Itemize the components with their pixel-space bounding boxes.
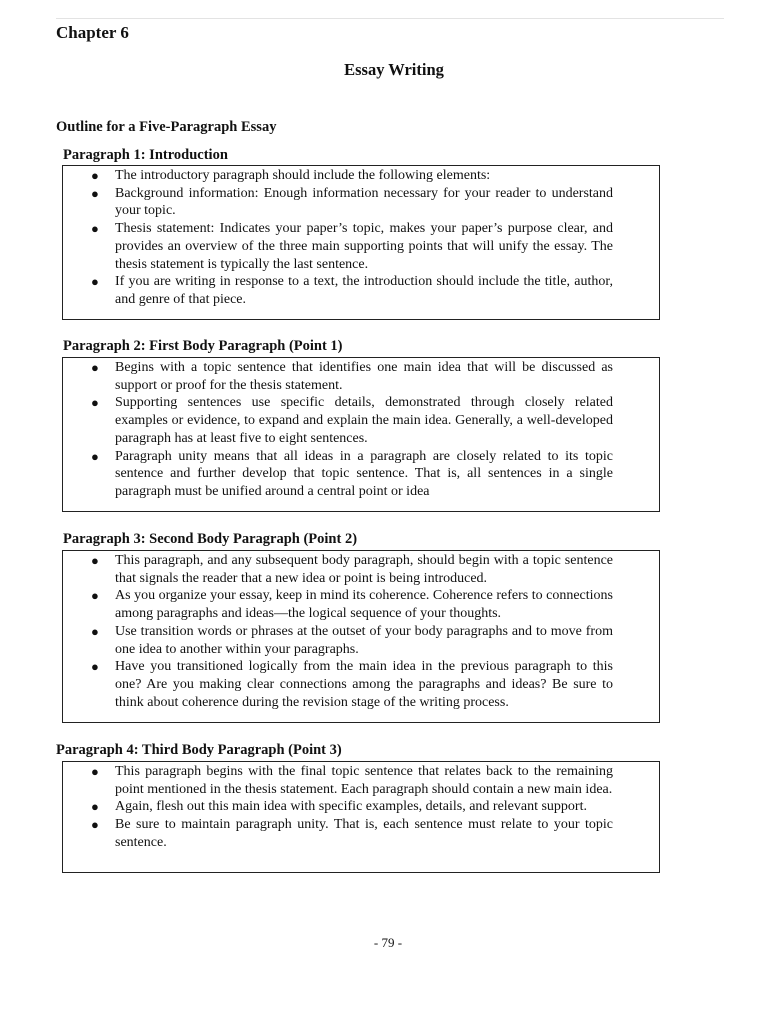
page-number: - 79 - — [373, 935, 403, 950]
list-item-text: Supporting sentences use specific details, demonstrated through closely related examples or evidence, to expand and explain the main idea. Generally, a well-developed paragraph has at least five to eight sentences. — [115, 395, 613, 446]
bullet-icon: ● — [91, 395, 99, 411]
bullet-icon: ● — [91, 448, 99, 464]
list-item — [63, 552, 659, 587]
list-item — [63, 185, 659, 220]
list-item-text: The introductory paragraph should include the following elements: — [115, 168, 491, 183]
list-item-text: Be sure to maintain paragraph unity. That is, each sentence must relate to your topic sentence. — [115, 817, 613, 850]
list-item-text: Paragraph unity means that all ideas in a paragraph are closely related to its topic sentence and further develop that topic sentence. That is, all sentences in a single paragraph must be unified around a central point or idea — [115, 448, 613, 499]
list-item-text: Have you transitioned logically from the main idea in the previous paragraph to this one? Are you making clear connections among the paragraphs and ideas? Be sure to think about coherence during the revision stage of the writing process. — [115, 659, 613, 710]
list-item — [63, 273, 659, 308]
chapter-label: Chapter 6 — [56, 23, 129, 42]
bullet-icon: ● — [91, 553, 99, 568]
section-heading-second-body: Paragraph 3: Second Body Paragraph (Point 2) — [63, 531, 358, 547]
list-item — [63, 798, 659, 816]
section-box-first-body — [62, 357, 660, 512]
list-item-text: Begins with a topic sentence that identifies one main idea that will be discussed as support or proof for the thesis statement. — [115, 360, 613, 393]
list-item — [63, 763, 659, 798]
list-item — [63, 167, 659, 185]
list-item-text: This paragraph, and any subsequent body paragraph, should begin with a topic sentence that signals the reader that a new idea or point is being introduced. — [115, 553, 613, 586]
section-heading-third-body: Paragraph 4: Third Body Paragraph (Point 3) — [56, 742, 342, 758]
list-item-text: As you organize your essay, keep in mind its coherence. Coherence refers to connections among paragraphs and ideas—the logical sequence of your thoughts. — [115, 588, 613, 622]
bullet-icon: ● — [91, 799, 99, 815]
section-box-second-body — [62, 550, 660, 723]
list-item-text: Use transition words or phrases at the outset of your body paragraphs and to move from one idea to another within your paragraphs. — [115, 623, 613, 657]
list-item — [63, 623, 659, 658]
section-heading-first-body: Paragraph 2: First Body Paragraph (Point 1) — [63, 338, 343, 354]
bullet-list — [63, 167, 659, 309]
list-item-text: If you are writing in response to a text, the introduction should include the title, author, and genre of that piece. — [115, 274, 613, 307]
bullet-icon: ● — [91, 185, 99, 201]
section-heading-introduction: Paragraph 1: Introduction — [63, 147, 228, 163]
list-item — [63, 394, 659, 447]
page-title: Essay Writing — [344, 60, 444, 79]
bullet-icon: ● — [91, 274, 99, 290]
list-item — [63, 220, 659, 273]
outline-heading: Outline for a Five-Paragraph Essay — [56, 119, 277, 135]
list-item — [63, 658, 659, 711]
bullet-icon: ● — [91, 360, 99, 375]
bullet-icon: ● — [91, 817, 99, 833]
bullet-icon: ● — [91, 588, 99, 604]
bullet-icon: ● — [91, 221, 99, 237]
bullet-icon: ● — [91, 764, 99, 779]
list-item-text: This paragraph begins with the final topic sentence that relates back to the remaining point mentioned in the thesis statement. Each paragraph should contain a new main idea. — [115, 764, 613, 797]
bullet-list — [63, 763, 659, 852]
bullet-icon: ● — [91, 659, 99, 675]
list-item-text: Again, flesh out this main idea with specific examples, details, and relevant support. — [115, 799, 587, 815]
list-item-text: Thesis statement: Indicates your paper’s topic, makes your paper’s purpose clear, and provides an overview of the three main supporting points that will unify the essay. The thesis statement is typically the last sentence. — [115, 221, 613, 272]
bullet-icon: ● — [91, 623, 99, 639]
bullet-list — [63, 359, 659, 501]
list-item — [63, 448, 659, 501]
list-item-text: Background information: Enough information necessary for your reader to understand your topic. — [115, 185, 613, 219]
top-rule — [56, 18, 724, 19]
list-item — [63, 587, 659, 622]
section-box-introduction — [62, 165, 660, 320]
list-item — [63, 816, 659, 851]
list-item — [63, 359, 659, 394]
section-box-third-body — [62, 761, 660, 873]
bullet-icon: ● — [91, 168, 99, 183]
bullet-list — [63, 552, 659, 711]
